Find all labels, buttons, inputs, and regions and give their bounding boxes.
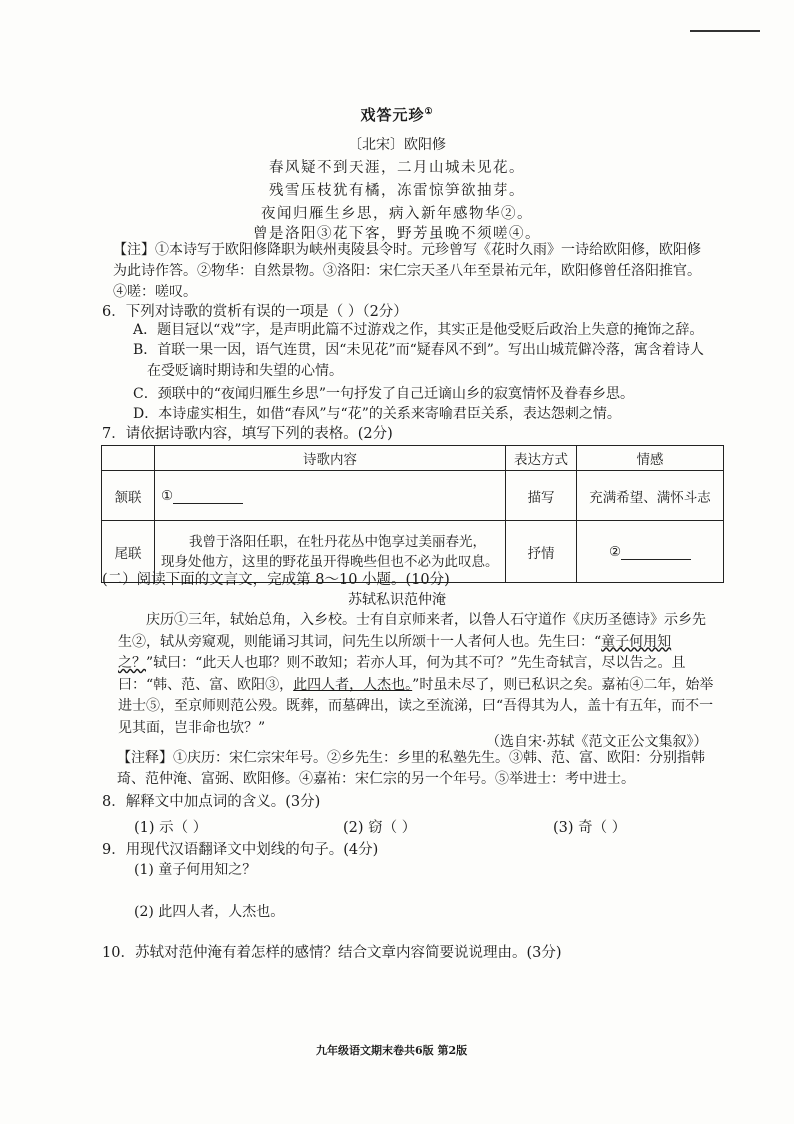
underlined-sentence: 此四人者，人杰也。 <box>293 676 413 693</box>
poem-line: 曾是洛阳③花下客，野芳虽晚不须嗟④。 <box>253 226 541 242</box>
answer-cell-2[interactable]: ② <box>577 521 724 583</box>
table-header-row <box>102 446 724 471</box>
poem-note: 【注】①本诗写于欧阳修降职为峡州夷陵县令时。元珍曾写《花时久雨》一诗给欧阳修，欧阳修为此诗作答。②物华：自然景物。③洛阳：宋仁宗天圣八年至景祐元年，欧阳修曾任洛阳推官。④嗟：嗟叹。 <box>113 242 701 300</box>
poem-line: 夜闻归雁生乡思，病入新年感物华②。 <box>261 206 533 222</box>
classical-passage: 庆历①三年，轼始总角，入乡校。士有自京师来者，以鲁人石守道作《庆历圣德诗》示乡先生②，轼从旁窥观，则能诵习其词，问先生以所颂十一人者何人也。先生曰：“童子何用知之？”轼曰：“此天人也耶？则不敢知；若亦人耳，何为其不可？”先生奇轼言，尽以告之。且曰：“韩、范、富、欧阳③，此四人者，人杰也。”时虽未尽了，则已私识之矣。嘉祐④二年，始举进士⑤，至京师则范公殁。既葬，而墓碑出，读之至流涕，曰“吾得其为人，盖十有五年，而不一见其面，岂非命也欤？” <box>118 612 714 736</box>
q6-option-a: A．题目冠以“戏”字，是声明此篇不过游戏之作，其实正是他受贬后政治上失意的掩饰之辞。 <box>133 322 704 338</box>
question-10-stem: 10．苏轼对范仲淹有着怎样的感情？结合文章内容简要说说理由。(3分) <box>102 945 562 961</box>
scan-mark <box>690 30 760 32</box>
table-header: 表达方式 <box>506 446 577 471</box>
row-mode: 描写 <box>506 471 577 521</box>
poem-author: 〔北宋〕欧阳修 <box>348 137 446 153</box>
q6-option-c: C．颈联中的“夜闻归雁生乡思”一句抒发了自己迁谪山乡的寂寞情怀及眷春乡思。 <box>133 386 635 402</box>
poem-line: 残雪压枝犹有橘，冻雷惊笋欲抽芽。 <box>269 183 525 199</box>
poem-title: 戏答元珍① <box>360 106 434 124</box>
table-header: 情感 <box>577 446 724 471</box>
q9-item-1: (1) 童子何用知之？ <box>134 862 257 878</box>
row-emotion: 充满希望、满怀斗志 <box>577 471 724 521</box>
wavy-underlined-sentence: 童子何用知之？ <box>118 633 672 671</box>
poem-line: 春风疑不到天涯，二月山城未见花。 <box>269 160 525 176</box>
row-label: 尾联 <box>102 521 155 583</box>
q6-option-b: B．首联一果一因，语气连贯，因“未见花”而“疑春风不到”。写出山城荒僻冷落，寓含着诗人在受贬谪时期诗和失望的心情。 <box>133 342 704 379</box>
table-header: 诗歌内容 <box>155 446 506 471</box>
passage-source: （选自宋·苏轼《范文正公文集叙》） <box>486 734 708 750</box>
question-7-stem: 7．请依据诗歌内容，填写下列的表格。(2分) <box>102 426 393 442</box>
q8-item-1[interactable]: (1) 示（ ） <box>134 820 208 836</box>
page-footer: 九年级语文期末卷共6版 第2版 <box>316 1044 468 1057</box>
classical-title: 苏轼私识范仲淹 <box>348 592 446 608</box>
q9-item-2: (2) 此四人者，人杰也。 <box>134 904 285 920</box>
row-content: 我曾于洛阳任职，在牡丹花丛中饱享过美丽春光，现身处他方，这里的野花虽开得晚些但也不必为此叹息。 <box>155 521 506 583</box>
answer-blank[interactable] <box>173 489 243 504</box>
section-2-heading: (二）阅读下面的文言文，完成第 8～10 小题。(10分) <box>102 572 450 588</box>
answer-blank[interactable] <box>621 545 691 560</box>
passage-gloss: 【注释】①庆历：宋仁宗宋年号。②乡先生：乡里的私塾先生。③韩、范、富、欧阳：分别指韩琦、范仲淹、富弼、欧阳修。④嘉祐：宋仁宗的另一个年号。⑤举进士：考中进士。 <box>117 750 705 787</box>
table-row <box>102 471 724 521</box>
row-label: 颔联 <box>102 471 155 521</box>
q7-table <box>101 445 724 583</box>
question-8-stem: 8．解释文中加点词的含义。(3分) <box>102 794 321 810</box>
row-mode: 抒情 <box>506 521 577 583</box>
answer-cell-1[interactable]: ① <box>155 471 506 521</box>
question-9-stem: 9．用现代汉语翻译文中划线的句子。(4分) <box>102 842 379 858</box>
q6-option-d: D．本诗虚实相生，如借“春风”与“花”的关系来寄喻君臣关系，表达怨刺之情。 <box>133 406 621 422</box>
q8-item-2[interactable]: (2) 窃（ ） <box>343 820 417 836</box>
table-header <box>102 446 155 471</box>
q8-item-3[interactable]: (3) 奇（ ） <box>553 820 627 836</box>
question-6-stem: 6．下列对诗歌的赏析有误的一项是（ ）（2分） <box>102 304 408 320</box>
